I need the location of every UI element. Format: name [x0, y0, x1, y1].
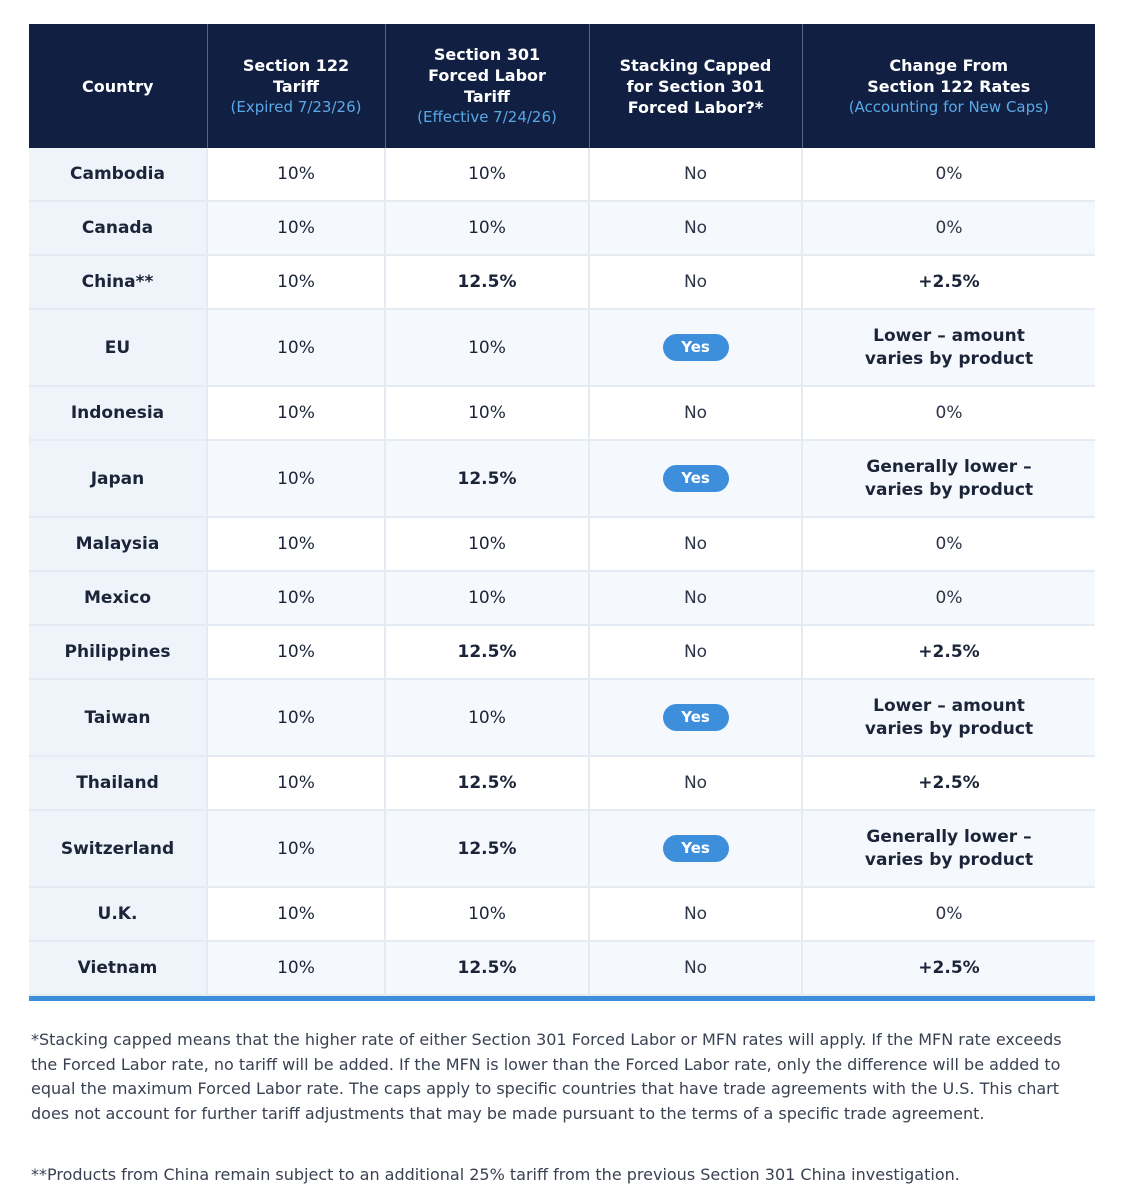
section-122-rate-cell: 10% — [207, 440, 385, 517]
table-row — [29, 255, 1095, 309]
change-cell — [802, 810, 1095, 887]
table-row — [29, 148, 1095, 201]
change-cell — [802, 255, 1095, 309]
section-301-rate-cell: 10% — [385, 679, 589, 756]
header-country: Country — [29, 24, 207, 148]
country-cell: Mexico — [29, 571, 207, 625]
change-cell — [802, 440, 1095, 517]
stacking-cell: No — [589, 941, 802, 995]
table-row — [29, 201, 1095, 255]
section-301-rate-cell: 12.5% — [385, 756, 589, 810]
header-section-122 — [207, 24, 385, 148]
country-cell: Taiwan — [29, 679, 207, 756]
table-body — [29, 148, 1095, 995]
section-122-rate-cell: 10% — [207, 756, 385, 810]
section-301-rate-cell: 10% — [385, 148, 589, 201]
change-cell — [802, 309, 1095, 386]
section-122-rate-cell: 10% — [207, 810, 385, 887]
change-text: 0% — [935, 217, 963, 238]
change-text: 0% — [935, 402, 963, 423]
country-cell: Switzerland — [29, 810, 207, 887]
table-bottom-accent-bar — [29, 996, 1095, 1001]
change-cell — [802, 386, 1095, 440]
change-text: Lower – amount varies by product — [864, 325, 1034, 369]
stacking-cell — [589, 309, 802, 386]
section-122-rate-cell: 10% — [207, 309, 385, 386]
change-text: Generally lower – varies by product — [864, 456, 1034, 500]
section-301-rate-cell: 10% — [385, 201, 589, 255]
section-301-rate-cell: 12.5% — [385, 255, 589, 309]
section-122-rate-cell: 10% — [207, 255, 385, 309]
yes-badge: Yes — [663, 465, 729, 492]
change-cell — [802, 201, 1095, 255]
country-cell: Indonesia — [29, 386, 207, 440]
footnote-stacking: *Stacking capped means that the higher rate of either Section 301 Forced Labor or MFN rates will apply. If the MFN rate exceeds the Forced Labor rate, no tariff will be added. If the MFN is lower than the Forced Labor rate, only the difference will be added to equal the maximum Forced Labor rate. The caps apply to specific countries that have trade agreements with the U.S. This chart does not account for further tariff adjustments that may be made pursuant to the terms of a specific trade agreement. — [31, 1030, 1062, 1123]
section-301-rate-cell: 12.5% — [385, 440, 589, 517]
change-text: Generally lower – varies by product — [864, 826, 1034, 870]
table-row — [29, 887, 1095, 941]
stacking-cell: No — [589, 255, 802, 309]
stacking-cell: No — [589, 517, 802, 571]
country-cell: Cambodia — [29, 148, 207, 201]
stacking-cell: No — [589, 386, 802, 440]
header-section-301-subtitle: (Effective 7/24/26) — [417, 108, 557, 126]
country-cell: Japan — [29, 440, 207, 517]
table-row — [29, 440, 1095, 517]
section-301-rate-cell: 10% — [385, 517, 589, 571]
country-cell: Thailand — [29, 756, 207, 810]
country-cell: China** — [29, 255, 207, 309]
section-122-rate-cell: 10% — [207, 887, 385, 941]
change-text: Lower – amount varies by product — [864, 695, 1034, 739]
change-cell — [802, 571, 1095, 625]
section-122-rate-cell: 10% — [207, 148, 385, 201]
change-cell — [802, 887, 1095, 941]
change-text: +2.5% — [918, 271, 980, 292]
section-301-rate-cell: 12.5% — [385, 941, 589, 995]
table-row — [29, 571, 1095, 625]
section-122-rate-cell: 10% — [207, 941, 385, 995]
yes-badge: Yes — [663, 334, 729, 361]
table-row — [29, 756, 1095, 810]
stacking-cell: No — [589, 571, 802, 625]
section-122-rate-cell: 10% — [207, 386, 385, 440]
table-row — [29, 386, 1095, 440]
table-row — [29, 309, 1095, 386]
header-row — [29, 24, 1095, 148]
stacking-cell: No — [589, 625, 802, 679]
stacking-cell — [589, 810, 802, 887]
change-text: +2.5% — [918, 641, 980, 662]
change-text: 0% — [935, 587, 963, 608]
section-301-rate-cell: 12.5% — [385, 810, 589, 887]
table-row — [29, 810, 1095, 887]
header-change — [802, 24, 1095, 148]
stacking-cell: No — [589, 201, 802, 255]
header-stacking — [589, 24, 802, 148]
table-row — [29, 517, 1095, 571]
header-section-122-subtitle: (Expired 7/23/26) — [230, 97, 362, 116]
tariff-table-container — [29, 24, 1095, 1001]
header-section-301-title: Section 301 Forced Labor Tariff — [428, 45, 546, 106]
section-301-rate-cell: 12.5% — [385, 625, 589, 679]
header-stacking-title: Stacking Capped for Section 301 Forced Labor?* — [619, 55, 772, 117]
yes-badge: Yes — [663, 835, 729, 862]
country-cell: U.K. — [29, 887, 207, 941]
country-cell: Canada — [29, 201, 207, 255]
change-cell — [802, 941, 1095, 995]
stacking-cell — [589, 440, 802, 517]
section-301-rate-cell: 10% — [385, 887, 589, 941]
change-cell — [802, 756, 1095, 810]
header-section-301 — [385, 24, 589, 148]
header-change-subtitle: (Accounting for New Caps) — [848, 97, 1049, 116]
section-122-rate-cell: 10% — [207, 517, 385, 571]
tariff-table — [29, 24, 1095, 996]
header-section-122-title: Section 122 Tariff — [242, 55, 350, 96]
section-301-rate-cell: 10% — [385, 386, 589, 440]
section-122-rate-cell: 10% — [207, 571, 385, 625]
table-row — [29, 679, 1095, 756]
change-cell — [802, 517, 1095, 571]
section-122-rate-cell: 10% — [207, 679, 385, 756]
table-row — [29, 941, 1095, 995]
table-row — [29, 625, 1095, 679]
country-cell: Malaysia — [29, 517, 207, 571]
stacking-cell: No — [589, 148, 802, 201]
footnote-china: **Products from China remain subject to an additional 25% tariff from the previous Section 301 China investigation. — [31, 1165, 960, 1184]
stacking-cell: No — [589, 756, 802, 810]
country-cell: Philippines — [29, 625, 207, 679]
country-cell: EU — [29, 309, 207, 386]
stacking-cell — [589, 679, 802, 756]
header-change-title: Change From Section 122 Rates — [867, 55, 1031, 96]
change-cell — [802, 679, 1095, 756]
change-text: 0% — [935, 163, 963, 184]
table-header — [29, 24, 1095, 148]
change-text: 0% — [935, 903, 963, 924]
change-cell — [802, 148, 1095, 201]
stacking-cell: No — [589, 887, 802, 941]
change-text: 0% — [935, 533, 963, 554]
section-122-rate-cell: 10% — [207, 625, 385, 679]
section-301-rate-cell: 10% — [385, 309, 589, 386]
section-301-rate-cell: 10% — [385, 571, 589, 625]
change-text: +2.5% — [918, 772, 980, 793]
change-text: +2.5% — [918, 957, 980, 978]
country-cell: Vietnam — [29, 941, 207, 995]
change-cell — [802, 625, 1095, 679]
section-122-rate-cell: 10% — [207, 201, 385, 255]
yes-badge: Yes — [663, 704, 729, 731]
